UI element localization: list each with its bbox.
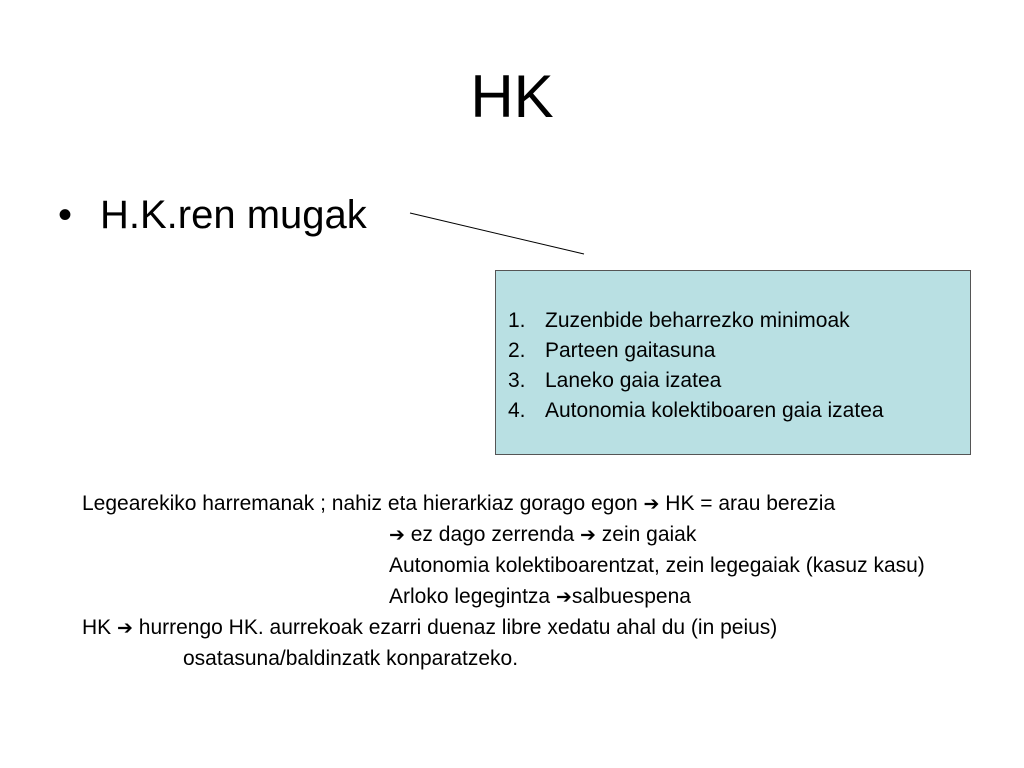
arrow-right-icon: ➔ — [389, 524, 405, 546]
note-text: HK = arau berezia — [659, 492, 836, 515]
list-item-text: Laneko gaia izatea — [545, 369, 722, 392]
bullet-marker: • — [58, 193, 73, 237]
arrow-right-icon: ➔ — [555, 586, 572, 608]
arrow-right-icon: ➔ — [643, 493, 660, 515]
list-item-number: 2. — [508, 339, 526, 362]
limits-list — [508, 306, 884, 426]
list-item-number: 1. — [508, 309, 526, 332]
note-text: HK — [82, 616, 118, 639]
list-item-text: Zuzenbide beharrezko minimoak — [545, 309, 850, 332]
slide-title: HK — [470, 63, 554, 130]
list-item — [508, 366, 884, 396]
note-text: ez dago zerrenda — [404, 523, 581, 546]
arrow-right-icon: ➔ — [580, 524, 596, 546]
bullet-text: H.K.ren mugak — [100, 193, 367, 237]
note-line-1 — [82, 488, 925, 519]
limits-box — [495, 270, 971, 455]
note-line-2 — [82, 519, 925, 550]
note-line-6 — [82, 643, 925, 674]
note-text: hurrengo HK. aurrekoak ezarri duenaz libre xedatu ahal du (in peius) — [132, 616, 778, 639]
list-item-number: 3. — [508, 369, 526, 392]
list-item — [508, 306, 884, 336]
list-item-number: 4. — [508, 399, 526, 422]
note-text: zein gaiak — [595, 523, 697, 546]
note-line-3 — [82, 550, 925, 581]
list-item — [508, 396, 884, 426]
note-line-5 — [82, 612, 925, 643]
list-item — [508, 336, 884, 366]
note-text: osatasuna/baldinzatk konparatzeko. — [183, 647, 519, 670]
note-text: Arloko legegintza — [389, 585, 556, 608]
note-text: Legearekiko harremanak ; nahiz eta hierarkiaz gorago egon — [82, 492, 644, 515]
note-text: Autonomia kolektiboarentzat, zein legegaiak (kasuz kasu) — [389, 554, 925, 577]
list-item-text: Parteen gaitasuna — [545, 339, 716, 362]
list-item-text: Autonomia kolektiboaren gaia izatea — [545, 399, 884, 422]
notes-block — [82, 488, 925, 674]
arrow-right-icon: ➔ — [117, 617, 133, 639]
bullet-item — [58, 192, 367, 238]
note-line-4 — [82, 581, 925, 612]
note-text: salbuespena — [571, 585, 691, 608]
